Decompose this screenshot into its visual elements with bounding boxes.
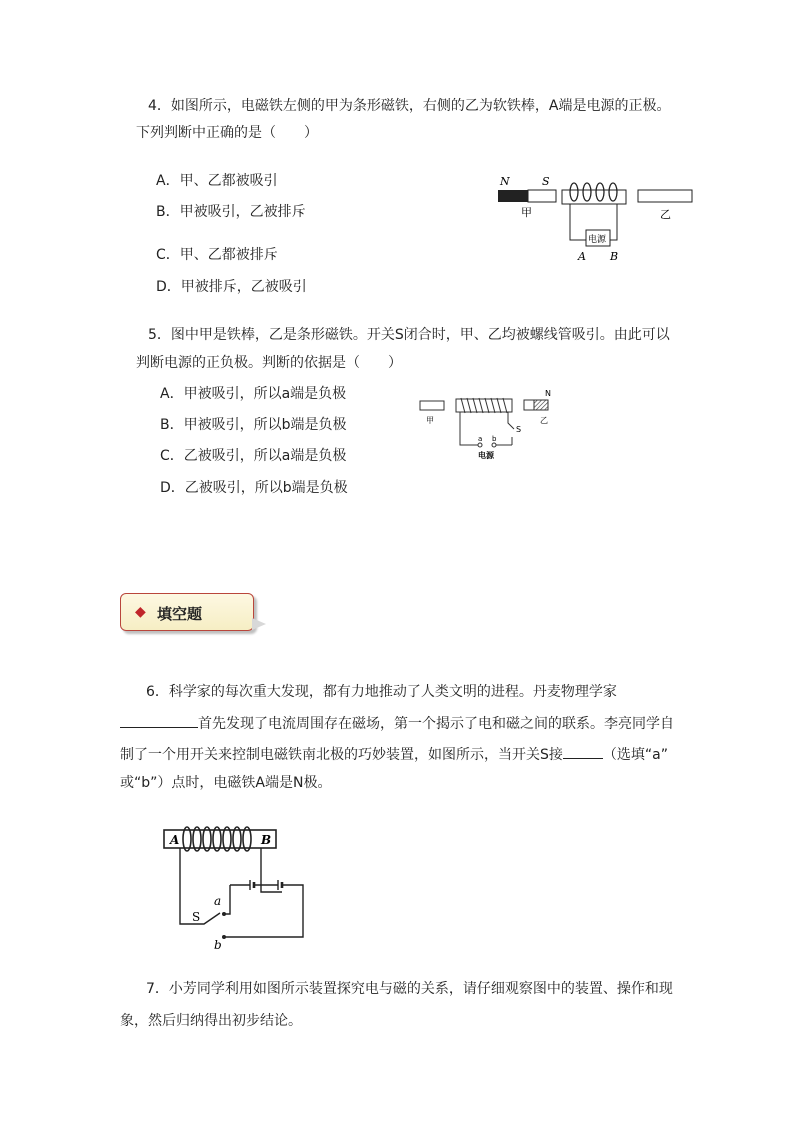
q6-line2 — [120, 713, 674, 733]
q6-line2-text: 首先发现了电流周围存在磁场，第一个揭示了电和磁之间的联系。李亮同学自 — [198, 716, 674, 732]
q6-line3-tail: （选填“a” — [602, 747, 668, 763]
q5-fig-switch-blade — [508, 412, 514, 429]
q6-line1: 6．科学家的每次重大发现，都有力地推动了人类文明的进程。丹麦物理学家 — [146, 684, 617, 700]
q6-fig-switch-label: S — [192, 910, 201, 924]
q6-fig-a-end: A — [170, 833, 180, 847]
q6-line3-text: 制了一个用开关来控制电磁铁南北极的巧妙装置，如图所示，当开关S接 — [120, 747, 563, 763]
q4-fig-s-label: S — [542, 175, 550, 188]
q5-fig-yi-label: 乙 — [540, 416, 548, 425]
q6-blank-switch[interactable] — [563, 744, 603, 759]
q4-electromagnet-figure — [490, 168, 700, 268]
q5-fig-magnet-s-half — [524, 400, 534, 410]
q6-fig-b-end: B — [261, 833, 272, 847]
q5-option-d: D．乙被吸引，所以b端是负极 — [160, 480, 348, 496]
diamond-icon: ◆ — [135, 604, 146, 620]
q6-fig-contact-b — [222, 935, 226, 939]
q6-line3 — [120, 744, 668, 764]
q5-fig-b-label: b — [492, 435, 497, 443]
q5-fig-terminal-b — [492, 443, 496, 447]
q6-switch-electromagnet-figure — [160, 822, 310, 952]
q4-option-c: C．甲、乙都被排斥 — [156, 247, 278, 263]
banner-tab-decoration — [252, 618, 266, 630]
q4-fig-a-label: A — [578, 250, 586, 263]
q4-option-a: A．甲、乙都被吸引 — [156, 173, 278, 189]
q5-fig-terminal-a — [478, 443, 482, 447]
q4-fig-b-label: B — [610, 250, 619, 263]
section-banner-fill-in — [120, 593, 254, 631]
q6-fig-wire-a — [224, 885, 230, 914]
q6-fig-b-contact-label: b — [214, 938, 222, 952]
q4-stem-line1: 4．如图所示，电磁铁左侧的甲为条形磁铁，右侧的乙为软铁棒，A端是电源的正极。 — [148, 98, 671, 114]
q4-option-b: B．甲被吸引，乙被排斥 — [156, 204, 306, 220]
q4-fig-iron-bar — [638, 190, 692, 202]
q5-option-a: A．甲被吸引，所以a端是负极 — [160, 386, 347, 402]
q4-fig-jia-label: 甲 — [521, 206, 532, 219]
q5-fig-iron-bar — [420, 401, 444, 410]
q5-fig-source-label: 电源 — [478, 451, 494, 460]
q5-fig-magnet-n-half — [534, 400, 548, 410]
q5-solenoid-figure — [412, 385, 567, 467]
q6-fig-wire-b — [224, 885, 303, 937]
q4-fig-magnet-s-half — [528, 190, 556, 202]
section-title: 填空题 — [157, 605, 203, 623]
q5-stem-line1: 5．图中甲是铁棒，乙是条形磁铁。开关S闭合时，甲、乙均被螺线管吸引。由此可以 — [148, 327, 670, 343]
q6-fig-a-contact-label: a — [214, 894, 222, 908]
q7-line2: 象，然后归纳得出初步结论。 — [120, 1013, 302, 1029]
q6-fig-contact-a — [222, 912, 226, 916]
q5-stem-line2: 判断电源的正负极。判断的依据是（ ） — [136, 355, 402, 371]
q4-fig-source-label: 电源 — [588, 235, 607, 245]
q4-fig-n-label: N — [500, 175, 510, 188]
q4-fig-yi-label: 乙 — [660, 208, 671, 221]
q5-option-b: B．甲被吸引，所以b端是负极 — [160, 417, 347, 433]
q6-line4: 或“b”）点时，电磁铁A端是N极。 — [120, 775, 332, 791]
q4-fig-wire-left — [570, 204, 588, 240]
q5-fig-n-label: N — [545, 389, 551, 398]
q5-fig-a-label: a — [478, 435, 483, 443]
q6-blank-scientist[interactable] — [120, 713, 198, 728]
q5-fig-jia-label: 甲 — [426, 416, 434, 425]
q6-fig-battery — [250, 880, 282, 890]
q4-option-d: D．甲被排斥，乙被吸引 — [156, 279, 307, 295]
q5-fig-s-label: S — [516, 425, 522, 434]
q4-fig-magnet-n-half — [498, 190, 528, 202]
q5-fig-wire-left — [460, 412, 478, 445]
q7-line1: 7．小芳同学利用如图所示装置探究电与磁的关系，请仔细观察图中的装置、操作和现 — [146, 981, 673, 997]
q4-stem-line2: 下列判断中正确的是（ ） — [136, 125, 318, 141]
q5-option-c: C．乙被吸引，所以a端是负极 — [160, 448, 347, 464]
